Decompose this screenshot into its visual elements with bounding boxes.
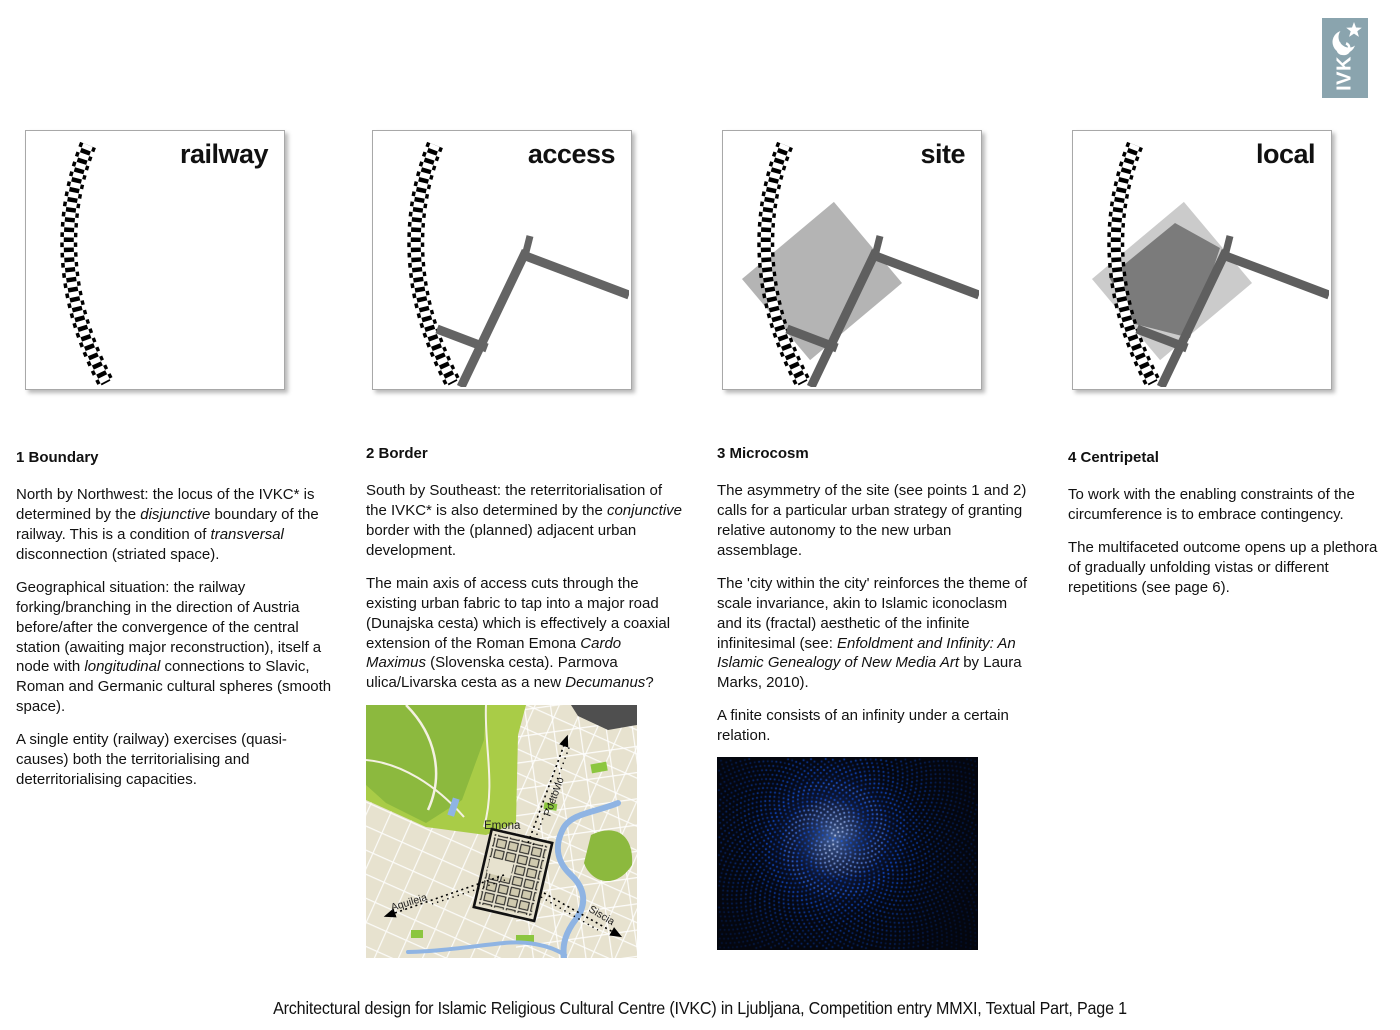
column-border [366, 444, 684, 706]
diagram-label-access: access [527, 139, 615, 169]
paragraph: A finite consists of an infinity under a certain relation. [717, 707, 1009, 745]
diagram-local [1072, 130, 1332, 390]
section-heading: 2 Border [366, 445, 428, 462]
column-centripetal [1068, 448, 1386, 611]
paragraph: South by Southeast: the reterritorialisation of the IVKC* is also determined by the conjunctive border with the (planned) adjacent urban development. [366, 481, 683, 559]
diagram-label-railway: railway [179, 139, 268, 169]
column-boundary [16, 448, 334, 803]
section-heading: 4 Centripetal [1068, 449, 1159, 466]
paragraph: The main axis of access cuts through the existing urban fabric to tap into a major road (Dunajska cesta) which is effectively a coaxial extension of the Roman Emona Cardo Maximus (Slovenska cesta). Parmova ulica/Livarska cesta as a new Decumanus? [366, 574, 671, 692]
fractal-dot-spiral-image [717, 757, 978, 950]
paragraph: The multifaceted outcome opens up a plethora of gradually unfolding vistas or different repetitions (see page 6). [1068, 538, 1378, 596]
column-microcosm [717, 444, 1035, 759]
paragraph: To work with the enabling constraints of the circumference is to embrace contingency. [1068, 485, 1355, 523]
diagram-label-local: local [1255, 139, 1315, 169]
section-heading: 1 Boundary [16, 449, 99, 466]
diagram-railway [25, 130, 285, 390]
railway-track-icon [416, 145, 453, 383]
paragraph: A single entity (railway) exercises (quasi-causes) both the territorialising and deterritorialising capacities. [16, 731, 287, 789]
map-label-emona: Emona [484, 820, 521, 832]
paragraph: The 'city within the city' reinforces the theme of scale invariance, akin to Islamic iconoclasm and its (fractal) aesthetic of the infinite infinitesimal (see: Enfoldment and Infinity: An Islamic Genealogy of New Media Art by Laura Marks, 2010). [717, 574, 1028, 692]
paragraph: Geographical situation: the railway forking/branching in the direction of Austria before/after the convergence of the central station (awaiting major reconstruction), itself a node with longitudinal connections to Slavic, Roman and Germanic cultural spheres (smooth space). [16, 578, 332, 716]
map-label-aquileia: Aquileia [389, 891, 429, 914]
roads-icon [437, 236, 629, 387]
diagram-access [372, 130, 632, 390]
diagram-label-site: site [920, 139, 965, 169]
paragraph: The asymmetry of the site (see points 1 and 2) calls for a particular urban strategy of granting relative autonomy to the new urban assemblage. [717, 481, 1027, 559]
railway-track-icon [69, 145, 106, 383]
fractal-dots-wrap [717, 757, 978, 950]
map-label-poetovio: Poetovio [541, 775, 567, 819]
page-footer: Architectural design for Islamic Religious Cultural Centre (IVKC) in Ljubljana, Competition entry MMXI, Textual Part, Page 1 [273, 998, 1127, 1018]
emona-map-image [366, 705, 637, 958]
ivkc-logo [1322, 18, 1368, 98]
logo-text: IVKC [1333, 41, 1356, 91]
diagram-site [722, 130, 982, 390]
paragraph: North by Northwest: the locus of the IVKC* is determined by the disjunctive boundary of the railway. This is a condition of transversal disconnection (striated space). [16, 485, 319, 563]
section-heading: 3 Microcosm [717, 445, 809, 462]
map-label-siscia: Siscia [586, 903, 617, 929]
